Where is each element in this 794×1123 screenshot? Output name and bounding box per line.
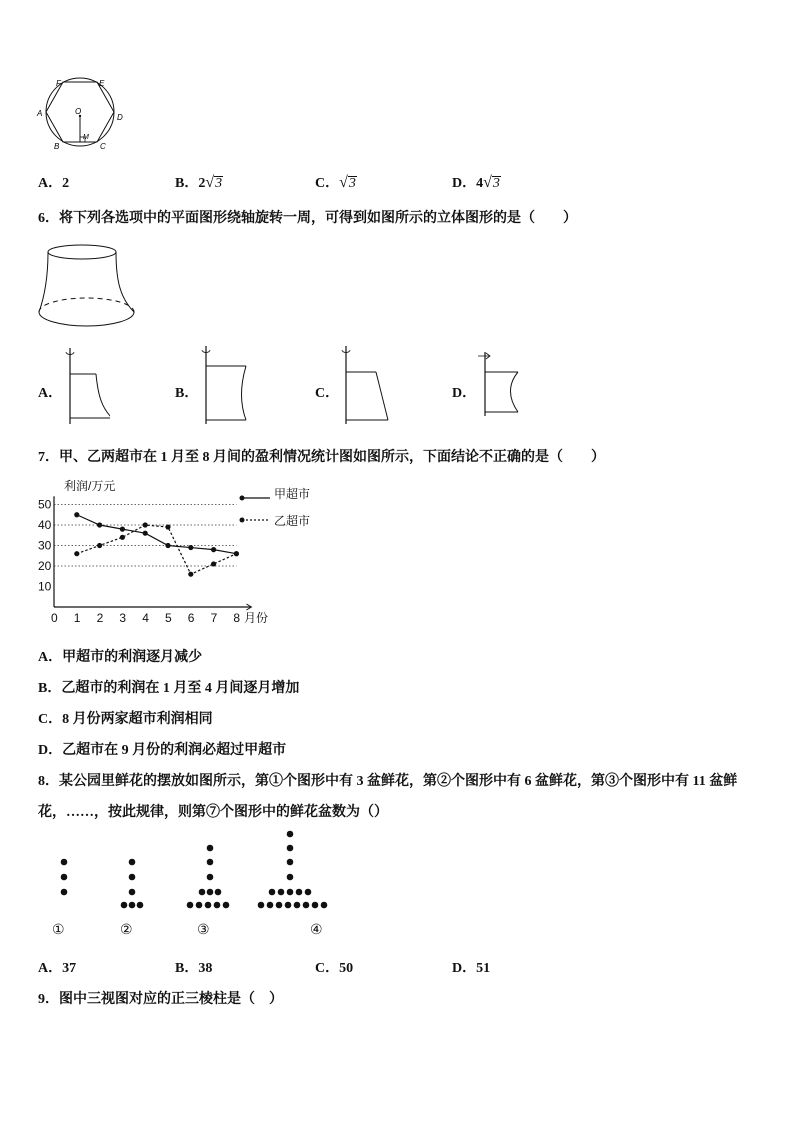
option-letter: A． (38, 176, 63, 191)
x-tick-label: 7 (210, 611, 218, 625)
q6-option-d-figure (476, 350, 526, 420)
q5-option-a (38, 172, 69, 192)
y-tick-label: 50 (38, 497, 52, 512)
legend-label-yi: 乙超市 (274, 514, 311, 528)
series-lines (74, 512, 239, 577)
pattern-3 (187, 845, 230, 909)
q9-stem: 9．图中三视图对应的正三棱柱是（ ） (38, 992, 283, 1007)
data-point (143, 531, 148, 536)
radical-sign: √ (205, 174, 215, 191)
data-point (143, 522, 148, 527)
q6-option-a-figure (60, 346, 110, 426)
hexagon-circle-figure (34, 76, 134, 151)
y-tick-label: 40 (38, 518, 52, 532)
x-tick-label: 3 (119, 611, 127, 625)
x-tick-label: 2 (96, 611, 104, 625)
bottom-back-dashed (39, 298, 134, 312)
q7-option-a: A．甲超市的利润逐月减少 (38, 650, 203, 665)
q5-option-b (175, 172, 223, 192)
option-value: 2 (198, 176, 206, 191)
label-f: F (56, 79, 61, 88)
x-tick-label: 8 (233, 611, 241, 625)
data-point (188, 545, 193, 550)
legend (240, 486, 311, 528)
q6-option-a-label: A． (38, 386, 63, 401)
legend-label-jia: 甲超市 (274, 487, 311, 501)
q7-stem: 7．甲、乙两超市在 1 月至 8 月间的盈利情况统计图如图所示，下面结论不正确的是（ ） (38, 450, 605, 465)
q6-option-b-figure (196, 344, 256, 426)
data-point (120, 527, 125, 532)
q7-option-b: B．乙超市的利润在 1 月至 4 月间逐月增加 (38, 681, 300, 696)
q8-option-b (175, 957, 212, 977)
data-point (234, 551, 239, 556)
data-point (120, 535, 125, 540)
option-value: 50 (339, 961, 354, 976)
figure-label-4: ④ (310, 923, 323, 938)
radicand: 3 (215, 176, 223, 191)
side-curve-left (39, 252, 48, 312)
q8-stem-line1: 8．某公园里鲜花的摆放如图所示，第①个图形中有 3 盆鲜花，第②个图形中有 6 盆鲜花，第③个图形中有 11 盆鲜 (38, 774, 738, 789)
radical-sign: √ (483, 174, 492, 191)
pattern-2 (121, 859, 144, 909)
option-value: 37 (62, 961, 77, 976)
option-letter: B． (175, 176, 199, 191)
x-tick-label: 4 (142, 611, 149, 625)
y-tick-label: 10 (38, 579, 52, 594)
label-b: B (54, 142, 60, 151)
tick-labels (38, 498, 240, 626)
data-point (97, 522, 102, 527)
top-ellipse (48, 245, 116, 259)
label-d: D (117, 113, 123, 122)
data-point (74, 551, 79, 556)
option-letter: C． (315, 961, 340, 976)
option-letter: D． (452, 961, 477, 976)
x-tick-label: 6 (187, 611, 195, 625)
figure-label-3: ③ (197, 923, 210, 938)
q7-option-d: D．乙超市在 9 月份的利润必超过甲超市 (38, 743, 287, 758)
option-letter: A． (38, 961, 63, 976)
y-tick-label: 30 (38, 538, 52, 553)
q8-option-d (452, 957, 490, 977)
solid-figure (36, 240, 146, 335)
data-point (211, 561, 216, 566)
q8-stem-line2: 花，……，按此规律，则第⑦个图形中的鲜花盆数为（） (38, 805, 388, 820)
data-point (97, 543, 102, 548)
bottom-front (39, 312, 134, 326)
radicand: 3 (348, 176, 356, 191)
option-value: 38 (198, 961, 213, 976)
figure-label-2: ② (120, 923, 133, 938)
option-value: 4 (476, 176, 484, 191)
profit-line-chart (34, 476, 334, 632)
data-point (165, 524, 170, 529)
q6-option-d-label: D． (452, 386, 477, 401)
q6-option-b-label: B． (175, 386, 199, 401)
y-axis-label: 利润/万元 (64, 479, 116, 493)
figure-label-1: ① (52, 923, 65, 938)
option-value: 51 (476, 961, 491, 976)
q5-option-d (452, 172, 501, 192)
q6-option-c-label: C． (315, 386, 340, 401)
x-tick-label: 0 (51, 611, 58, 625)
option-letter: D． (452, 176, 477, 191)
rotation-arrow-icon (478, 353, 490, 359)
x-tick-label: 5 (165, 611, 172, 625)
data-point (211, 547, 216, 552)
data-point (74, 512, 79, 517)
option-value: 2 (62, 176, 70, 191)
label-o: O (75, 107, 82, 116)
q5-option-c (315, 172, 357, 192)
option-letter: C． (315, 176, 340, 191)
x-axis-label: 月份 (244, 611, 269, 625)
label-e: E (99, 79, 105, 88)
y-tick-label: 20 (38, 559, 52, 573)
axes (54, 496, 251, 610)
x-tick-label: 1 (73, 611, 81, 625)
data-point (165, 543, 170, 548)
label-a: A (37, 109, 43, 118)
option-letter: B． (175, 961, 199, 976)
radicand: 3 (492, 176, 500, 191)
pattern-1 (61, 859, 68, 896)
q8-option-a (38, 957, 76, 977)
q8-option-c (315, 957, 353, 977)
q6-option-c-figure (336, 344, 396, 426)
data-point (188, 572, 193, 577)
q6-stem: 6．将下列各选项中的平面图形绕轴旋转一周，可得到如图所示的立体图形的是（ ） (38, 211, 577, 226)
q7-option-c: C．8 月份两家超市利润相同 (38, 712, 213, 727)
side-curve-right (116, 252, 134, 312)
label-m: M (83, 134, 89, 141)
pattern-4 (258, 831, 328, 909)
label-c: C (100, 142, 106, 151)
radical-sign: √ (339, 174, 348, 191)
